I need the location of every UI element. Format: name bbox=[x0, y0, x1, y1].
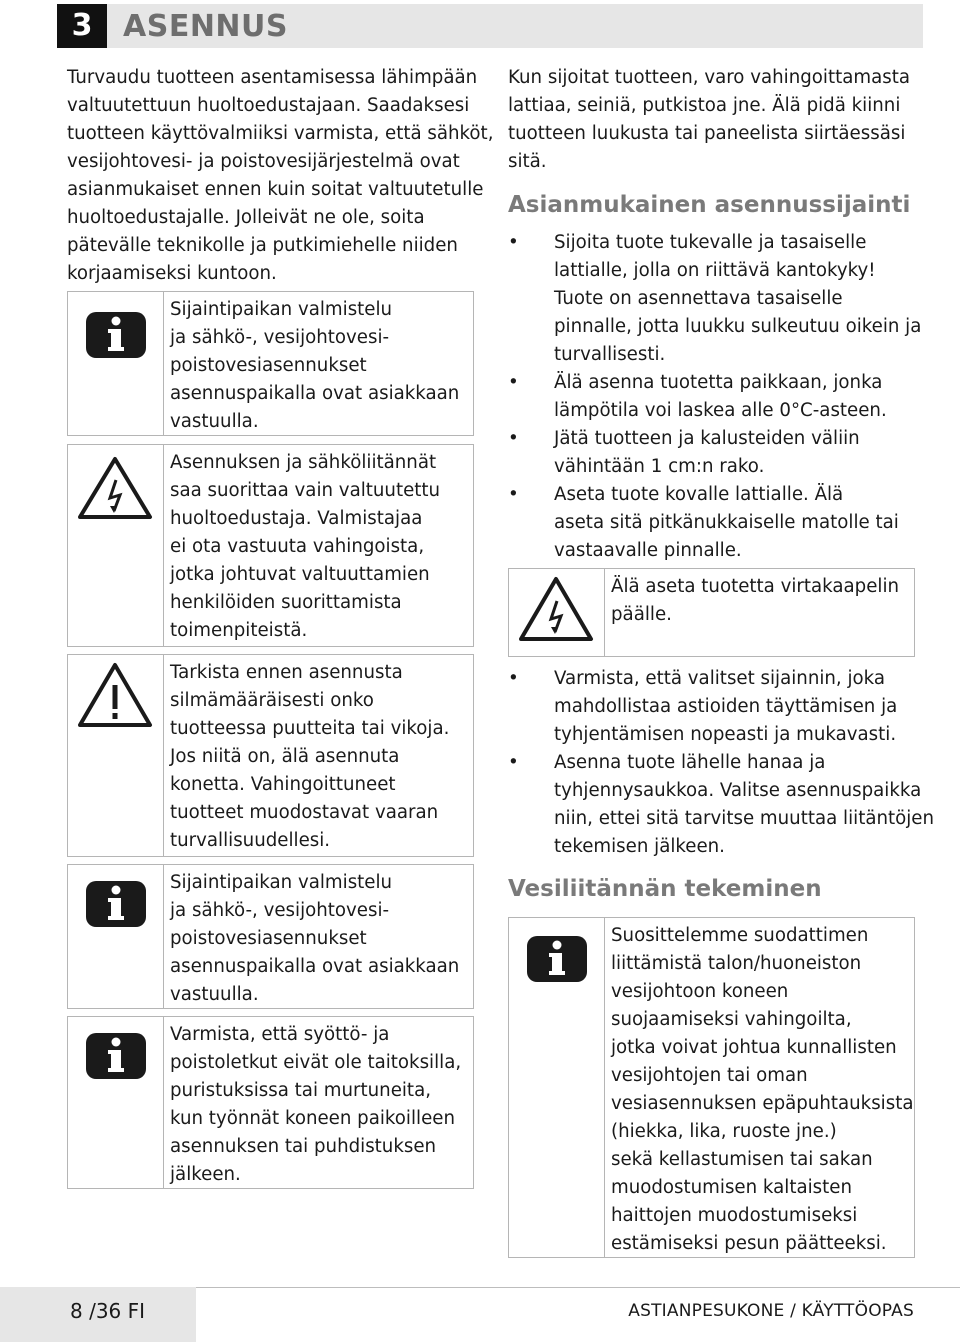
text-line: huoltoedustajalle. Jolleivät ne ole, soita bbox=[67, 207, 425, 228]
box-divider bbox=[163, 655, 164, 856]
text-line: suojaamiseksi vahingoilta, bbox=[611, 1009, 852, 1030]
info-icon bbox=[68, 865, 163, 1008]
text-line: Varmista, että syöttö- ja bbox=[170, 1024, 390, 1045]
box-divider bbox=[604, 918, 605, 1257]
text-line: Sijaintipaikan valmistelu bbox=[170, 299, 393, 320]
section-header bbox=[57, 4, 923, 48]
text-line: poistovesiasennukset bbox=[170, 355, 367, 376]
text-line: kun työnnät koneen paikoilleen bbox=[170, 1108, 455, 1129]
text-line: vastuulla. bbox=[170, 984, 259, 1005]
text-line: pinnalle, jotta luukku sulkeutuu oikein ja bbox=[554, 316, 922, 337]
text-line: Tuote on asennettava tasaiselle bbox=[554, 288, 843, 309]
text-line: aseta sitä pitkänukkaiselle matolle tai bbox=[554, 512, 899, 533]
section-title: ASENNUS bbox=[123, 9, 288, 44]
text-line: tuotteen käyttövalmiiksi varmista, että sähköt, bbox=[67, 123, 494, 144]
text-line: jotka johtuvat valtuuttamien bbox=[170, 564, 430, 585]
page-footer bbox=[0, 1287, 960, 1342]
text-line: jotka voivat johtua kunnallisten bbox=[611, 1037, 897, 1058]
text-line: Asenna tuote lähelle hanaa ja bbox=[554, 752, 826, 773]
text-line: ja sähkö-, vesijohtovesi- bbox=[170, 327, 390, 348]
bullet-icon: • bbox=[508, 484, 519, 505]
text-line: asianmukaiset ennen kuin soitat valtuutetulle bbox=[67, 179, 484, 200]
box-divider bbox=[163, 292, 164, 435]
text-line: haittojen muodostumiseksi bbox=[611, 1205, 858, 1226]
text-line: tuotteen luukusta tai paneelista siirtäessäsi bbox=[508, 123, 906, 144]
text-line: vesiasennuksen epäpuhtauksista bbox=[611, 1093, 914, 1114]
text-line: vesijohtoon koneen bbox=[611, 981, 789, 1002]
bullet-icon: • bbox=[508, 752, 519, 773]
text-line: sekä kellastumisen tai sakan bbox=[611, 1149, 873, 1170]
text-line: Asennuksen ja sähköliitännät bbox=[170, 452, 437, 473]
text-line: tyhjentämisen nopeasti ja mukavasti. bbox=[554, 724, 897, 745]
electric-warning-icon bbox=[509, 569, 604, 656]
heading-water-connection: Vesiliitännän tekeminen bbox=[508, 876, 822, 902]
text-line: asennuksen tai puhdistuksen bbox=[170, 1136, 437, 1157]
text-line: huoltoedustaja. Valmistajaa bbox=[170, 508, 423, 529]
left-intro bbox=[67, 64, 493, 288]
exclamation-warning-icon bbox=[68, 655, 163, 856]
text-line: lämpötila voi laskea alle 0°C-asteen. bbox=[554, 400, 887, 421]
text-line: korjaamiseksi kuntoon. bbox=[67, 263, 277, 284]
text-line: tuotteessa puutteita tai vikoja. bbox=[170, 718, 450, 739]
text-line: tyhjennysaukkoa. Valitse asennuspaikka bbox=[554, 780, 922, 801]
info-note-box bbox=[67, 291, 474, 436]
text-line: ja sähkö-, vesijohtovesi- bbox=[170, 900, 390, 921]
text-line: Sijoita tuote tukevalle ja tasaiselle bbox=[554, 232, 867, 253]
text-line: liittämistä talon/huoneiston bbox=[611, 953, 862, 974]
footer-rule bbox=[196, 1287, 960, 1288]
text-line: sitä. bbox=[508, 151, 547, 172]
info-note-box bbox=[67, 864, 474, 1009]
section-number: 3 bbox=[57, 4, 107, 48]
text-line: vesijohtovesi- ja poistovesijärjestelmä ovat bbox=[67, 151, 460, 172]
bullet-icon: • bbox=[508, 232, 519, 253]
text-line: Varmista, että valitset sijainnin, joka bbox=[554, 668, 886, 689]
box-divider bbox=[163, 865, 164, 1008]
bullet-icon: • bbox=[508, 428, 519, 449]
text-line: vesijohtojen tai oman bbox=[611, 1065, 808, 1086]
text-line: Jos niitä on, älä asennuta bbox=[170, 746, 400, 767]
text-line: mahdollistaa astioiden täyttämisen ja bbox=[554, 696, 898, 717]
text-line: päälle. bbox=[611, 604, 672, 625]
text-line: toimenpiteistä. bbox=[170, 620, 308, 641]
text-line: pätevälle teknikolle ja putkimiehelle niiden bbox=[67, 235, 458, 256]
box-divider bbox=[163, 1017, 164, 1188]
page-number: 8 /36 FI bbox=[70, 1299, 146, 1323]
text-line: henkilöiden suorittamista bbox=[170, 592, 402, 613]
text-line: Älä asenna tuotetta paikkaan, jonka bbox=[554, 372, 883, 393]
electric-warning-box bbox=[508, 568, 915, 657]
text-line: poistoletkut eivät ole taitoksilla, bbox=[170, 1052, 462, 1073]
caution-warning-box bbox=[67, 654, 474, 857]
text-line: Turvaudu tuotteen asentamisessa lähimpään bbox=[67, 67, 478, 88]
electric-warning-box bbox=[67, 444, 474, 647]
text-line: poistovesiasennukset bbox=[170, 928, 367, 949]
text-line: vastaavalle pinnalle. bbox=[554, 540, 742, 561]
info-note-box bbox=[508, 917, 915, 1258]
text-line: muodostumisen kaltaisten bbox=[611, 1177, 852, 1198]
text-line: asennuspaikalla ovat asiakkaan bbox=[170, 383, 460, 404]
info-note-box bbox=[67, 1016, 474, 1189]
info-icon bbox=[509, 918, 604, 1257]
text-line: asennuspaikalla ovat asiakkaan bbox=[170, 956, 460, 977]
heading-installation-location: Asianmukainen asennussijainti bbox=[508, 192, 911, 218]
text-line: konetta. Vahingoittuneet bbox=[170, 774, 396, 795]
text-line: tuotteet muodostavat vaaran bbox=[170, 802, 439, 823]
text-line: jälkeen. bbox=[170, 1164, 241, 1185]
text-line: ei ota vastuuta vahingoista, bbox=[170, 536, 425, 557]
text-line: Jätä tuotteen ja kalusteiden väliin bbox=[554, 428, 860, 449]
text-line: Suosittelemme suodattimen bbox=[611, 925, 869, 946]
bullet-icon: • bbox=[508, 372, 519, 393]
text-line: silmämääräisesti onko bbox=[170, 690, 374, 711]
text-line: lattialle, jolla on riittävä kantokyky! bbox=[554, 260, 876, 281]
text-line: turvallisesti. bbox=[554, 344, 666, 365]
text-line: Aseta tuote kovalle lattialle. Älä bbox=[554, 484, 844, 505]
text-line: lattiaa, seiniä, putkistoa jne. Älä pidä kiinni bbox=[508, 95, 901, 116]
text-line: puristuksissa tai murtuneita, bbox=[170, 1080, 431, 1101]
text-line: vähintään 1 cm:n rako. bbox=[554, 456, 765, 477]
info-icon bbox=[68, 292, 163, 435]
info-icon bbox=[68, 1017, 163, 1188]
text-line: vastuulla. bbox=[170, 411, 259, 432]
text-line: Sijaintipaikan valmistelu bbox=[170, 872, 393, 893]
box-divider bbox=[604, 569, 605, 656]
document-title: ASTIANPESUKONE / KÄYTTÖOPAS bbox=[628, 1301, 914, 1321]
bullet-icon: • bbox=[508, 668, 519, 689]
text-line: estämiseksi pesun päätteeksi. bbox=[611, 1233, 887, 1254]
text-line: Älä aseta tuotetta virtakaapelin bbox=[611, 576, 900, 597]
text-line: valtuutettuun huoltoedustajaan. Saadaksesi bbox=[67, 95, 470, 116]
text-line: tekemisen jälkeen. bbox=[554, 836, 725, 857]
text-line: Tarkista ennen asennusta bbox=[170, 662, 403, 683]
text-line: (hiekka, lika, ruoste jne.) bbox=[611, 1121, 837, 1142]
box-divider bbox=[163, 445, 164, 646]
electric-warning-icon bbox=[68, 445, 163, 646]
text-line: niin, ettei sitä tarvitse muuttaa liitäntöjen bbox=[554, 808, 935, 829]
text-line: Kun sijoitat tuotteen, varo vahingoittamasta bbox=[508, 67, 910, 88]
right-intro bbox=[508, 64, 910, 176]
text-line: saa suorittaa vain valtuutettu bbox=[170, 480, 441, 501]
text-line: turvallisuudellesi. bbox=[170, 830, 331, 851]
